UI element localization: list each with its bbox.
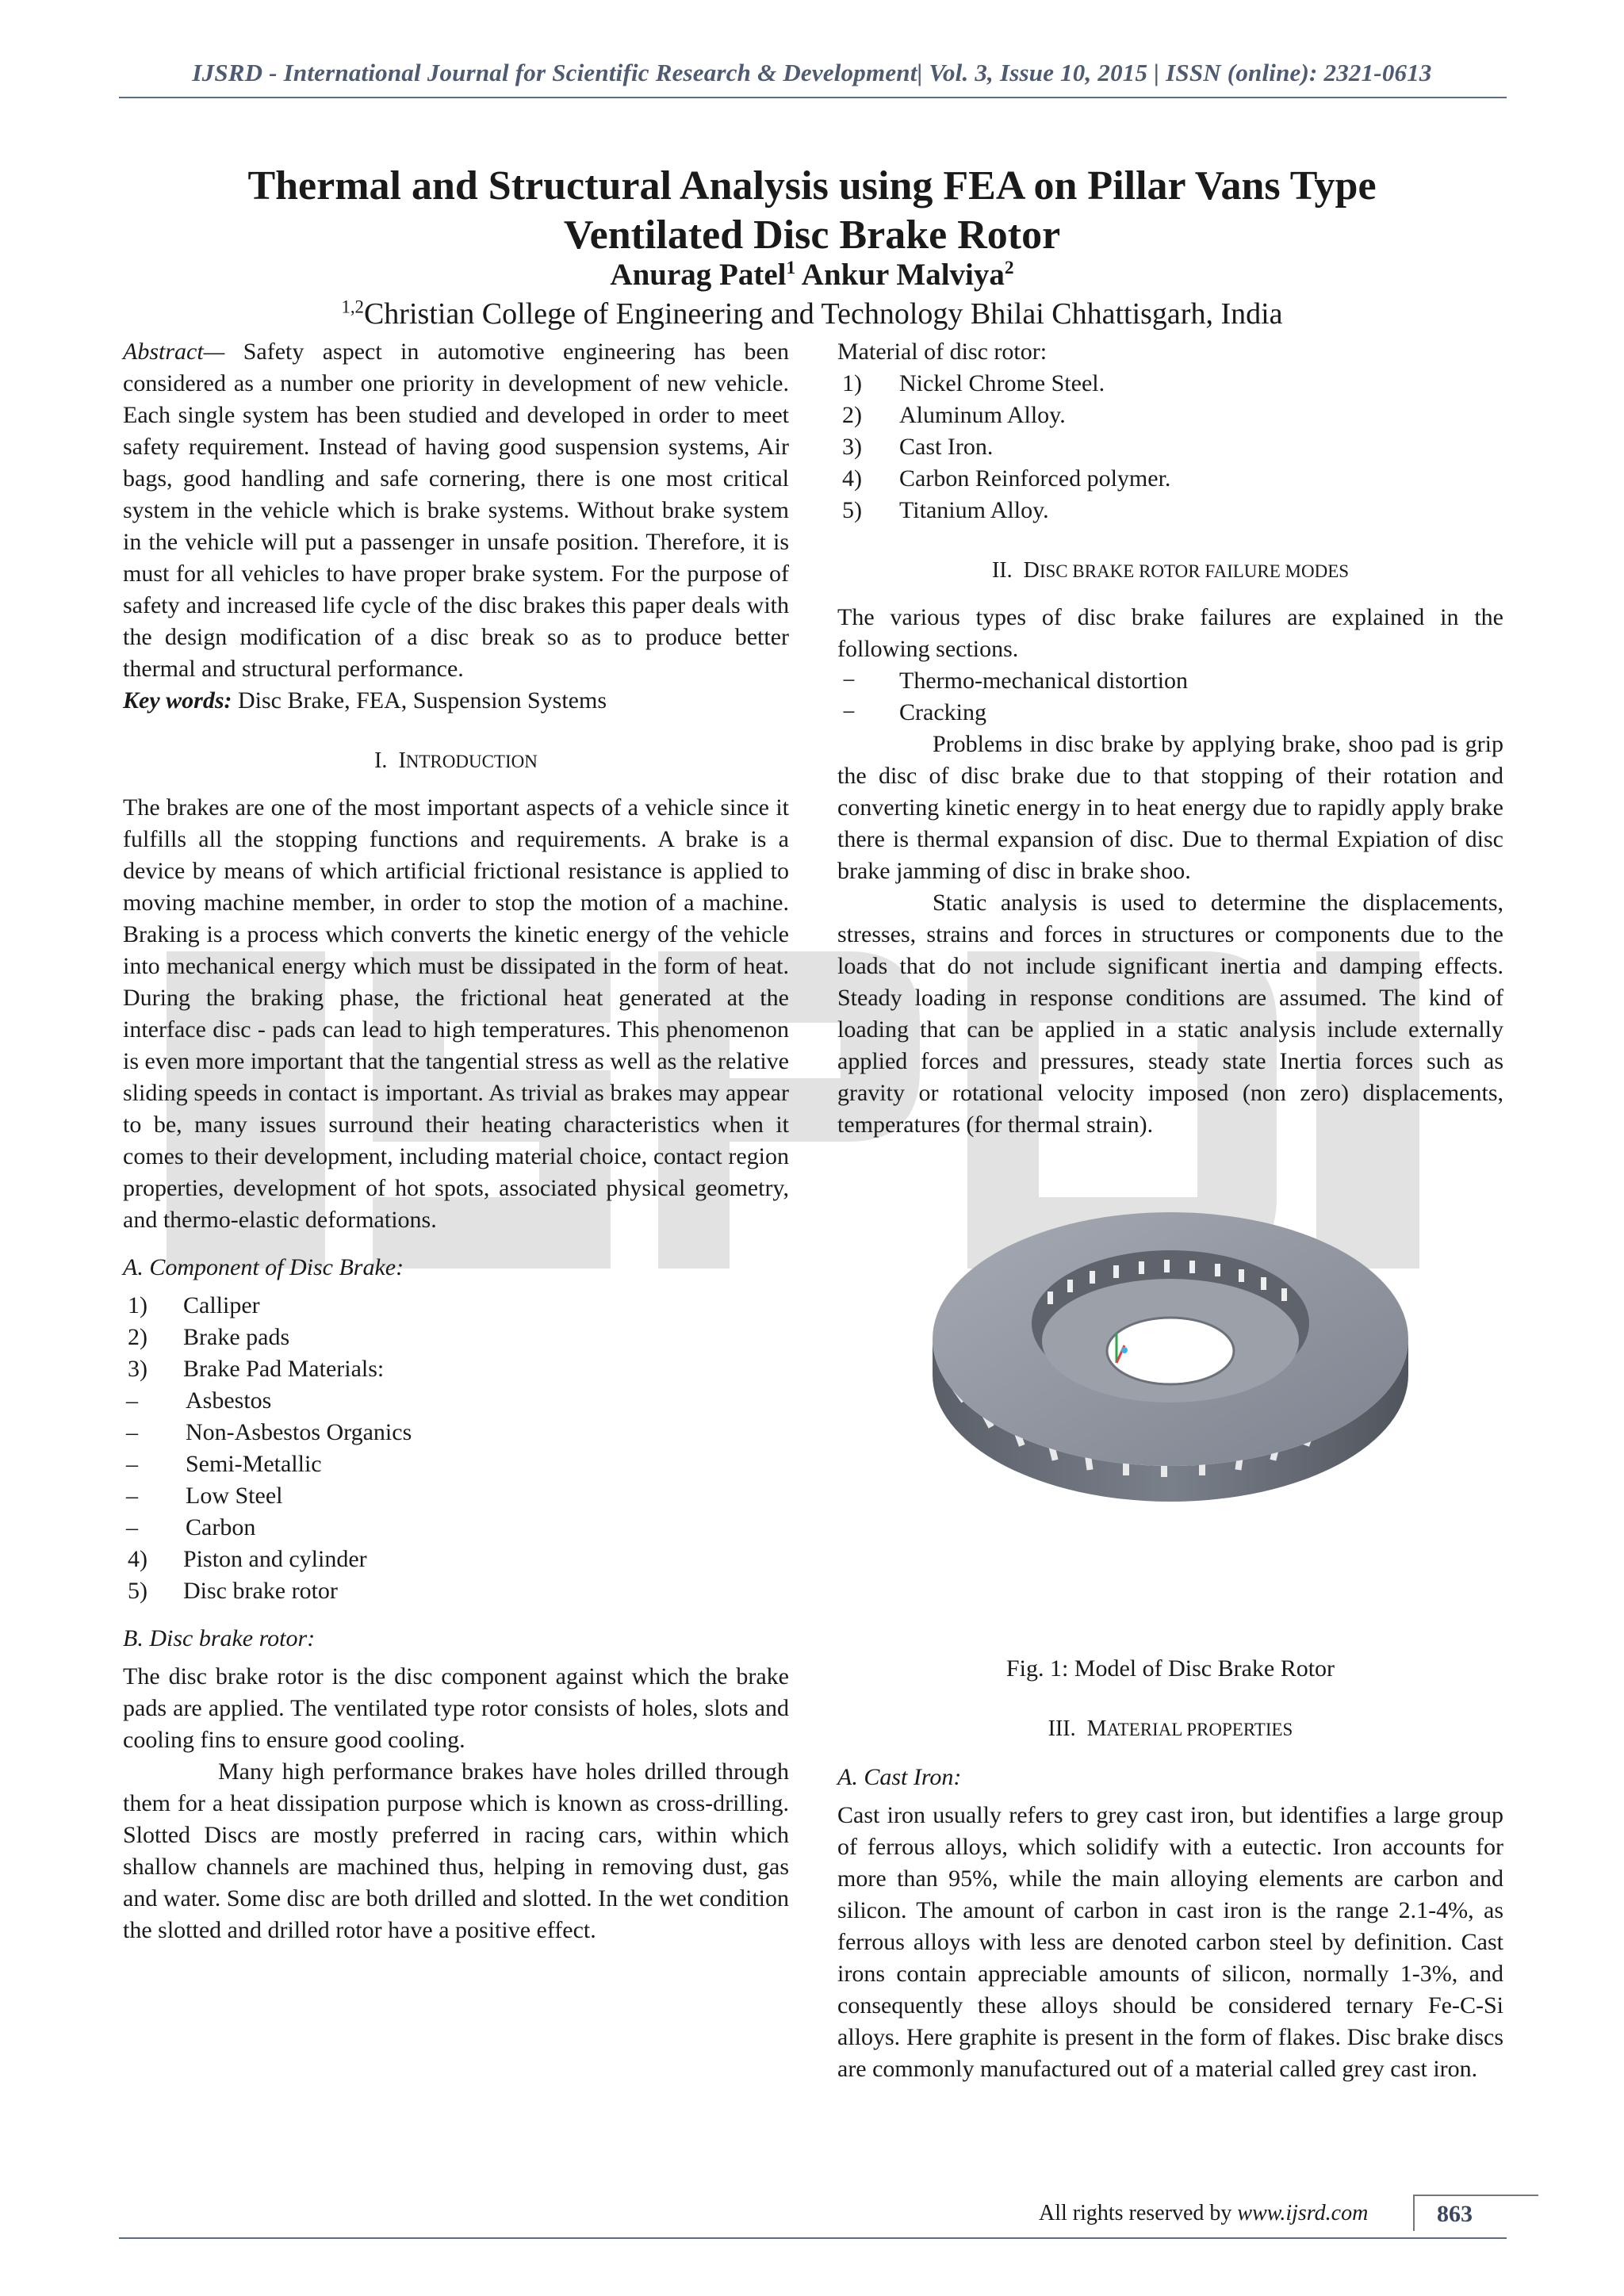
section-heading-material-properties (837, 1713, 1503, 1746)
list-text: Titanium Alloy. (899, 497, 1049, 523)
list-item (123, 1448, 789, 1480)
affiliation (0, 297, 1624, 331)
cast-iron-paragraph: Cast iron usually refers to grey cast iron, but identifies a large group of ferrous alloys, which solidify with a eutectic. Iron accounts for more than 95%, while the main alloying elements are carbon and silicon. The amount of carbon in cast iron is the range 2.1-4%, as ferrous alloys with less are denoted carbon steel by definition. Cast irons contain appreciable amounts of silicon, normally 1-3%, and consequently these alloys should be considered ternary Fe-C-Si alloys. Here graphite is present in the form of flakes. Disc brake discs are commonly manufactured out of a material called grey cast iron. (837, 1802, 1503, 2082)
paper-title (0, 162, 1624, 260)
list-item (123, 1353, 789, 1385)
list-dash: − (842, 668, 856, 694)
list-dash: – (126, 1483, 138, 1509)
author-2: Ankur Malviya (801, 258, 1005, 292)
section-initial: I (398, 748, 406, 773)
list-item (123, 1322, 789, 1353)
footer-site-link[interactable]: www.ijsrd.com (1237, 2201, 1369, 2225)
static-analysis-paragraph: Static analysis is used to determine the displacements, stresses, strains and forces in structures or components due to the loads that do not include significant inertia and damping effects. Steady loading in response conditions are assumed. The kind of loading that can be applied in a static analysis include externally applied forces and pressures, steady state Inertia forces such as gravity or rotational velocity imposed (non zero) displacements, temperatures (for thermal strain). (837, 890, 1503, 1138)
rotor-paragraph-1: The disc brake rotor is the disc component against which the brake pads are applied. The ventilated type rotor consists of holes, slots and cooling fins to ensure good cooling. (123, 1663, 789, 1753)
list-dash: – (126, 1514, 138, 1540)
list-marker: 4) (842, 465, 862, 492)
section-title-rest: NTRODUCTION (405, 752, 538, 771)
list-marker: 2) (128, 1324, 147, 1350)
list-marker: 1) (842, 370, 862, 396)
journal-header: IJSRD - International Journal for Scientific Research & Development| Vol. 3, Issue 10, 2015 | ISSN (online): 2321-0613 (192, 59, 1432, 86)
figure-caption: Fig. 1: Model of Disc Brake Rotor (1005, 1655, 1335, 1682)
list-text: Cracking (899, 699, 986, 725)
list-marker: 1) (128, 1292, 147, 1318)
list-marker: 5) (842, 497, 862, 523)
title-line-2: Ventilated Disc Brake Rotor (563, 212, 1061, 258)
section-heading-failure-modes (837, 555, 1503, 587)
abstract-label: Abstract— (123, 339, 225, 365)
list-item (123, 1480, 789, 1512)
affiliation-sup: 1,2 (341, 297, 364, 317)
list-text: Aluminum Alloy. (899, 402, 1066, 428)
header-rule (119, 97, 1507, 98)
material-list (837, 368, 1503, 526)
list-marker: 3) (842, 434, 862, 460)
introduction-paragraph: The brakes are one of the most important aspects of a vehicle since it fulfills all the stopping functions and requirements. A brake is a device by means of which artificial frictional resistance is applied to moving machine member, in order to stop the motion of a machine. Braking is a process which converts the kinetic energy of the vehicle into mechanical energy which must be dissipated in the form of heat. During the braking phase, the frictional heat generated at the interface disc - pads can lead to high temperatures. This phenomenon is even more important that the tangential stress as well as the relative sliding speeds in contact is important. As trivial as brakes may appear to be, many issues surround their heating characteristics when it comes to their development, including material choice, contact region properties, development of hot spots, associated physical geometry, and thermo-elastic deformations. (123, 794, 789, 1233)
problems-paragraph: Problems in disc brake by applying brake, shoo pad is grip the disc of disc brake due to that stopping of their rotation and converting kinetic energy in to heat energy due to rapidly apply brake there is thermal expansion of disc. Due to thermal Expiation of disc brake jamming of disc in brake shoo. (837, 731, 1503, 884)
list-item (123, 1417, 789, 1448)
material-title: Material of disc rotor: (837, 339, 1048, 365)
list-text: Semi-Metallic (186, 1451, 322, 1477)
section-number: III. (1048, 1716, 1076, 1741)
section-initial: D (1023, 558, 1040, 583)
section-number: II. (991, 558, 1013, 583)
list-item (837, 431, 1503, 463)
page-number: 863 (1437, 2201, 1473, 2227)
title-line-1: Thermal and Structural Analysis using FEA on Pillar Vans Type (247, 163, 1377, 209)
component-list (123, 1290, 789, 1607)
list-text: Brake pads (183, 1324, 290, 1350)
list-item (837, 697, 1503, 729)
list-item (837, 665, 1503, 697)
list-text: Carbon Reinforced polymer. (899, 465, 1171, 492)
list-dash: – (126, 1451, 138, 1477)
list-dash: − (842, 699, 856, 725)
list-item (123, 1544, 789, 1575)
disc-brake-rotor-model (837, 1204, 1503, 1648)
subsection-disc-brake-rotor: B. Disc brake rotor: (123, 1625, 316, 1651)
right-column (837, 336, 1503, 2085)
list-text: Disc brake rotor (183, 1578, 338, 1604)
footer-rights (1039, 2201, 1368, 2226)
failure-intro: The various types of disc brake failures are explained in the following sections. (837, 604, 1503, 662)
page-number-box (1413, 2195, 1538, 2231)
figure-disc-brake-rotor (837, 1204, 1503, 1648)
keywords-text: Disc Brake, FEA, Suspension Systems (232, 687, 607, 714)
left-column (123, 336, 789, 1946)
list-item (123, 1290, 789, 1322)
subsection-component-of-disc-brake: A. Component of Disc Brake: (123, 1254, 404, 1280)
list-item (123, 1512, 789, 1544)
list-item (837, 495, 1503, 526)
author-1: Anurag Patel (610, 258, 787, 292)
list-text: Carbon (186, 1514, 256, 1540)
list-marker: 4) (128, 1546, 147, 1572)
list-marker: 2) (842, 402, 862, 428)
list-item (123, 1385, 789, 1417)
list-dash: – (126, 1387, 138, 1414)
list-marker: 3) (128, 1356, 147, 1382)
abstract-text: Safety aspect in automotive engineering has been considered as a number one priority in development of new vehicle. Each single system has been studied and developed in order to meet safety requirement. Instead of having good suspension systems, Air bags, good handling and safe cornering, there is one most critical system in the vehicle which is brake systems. Without brake system in the vehicle will put a passenger in unsafe position. Therefore, it is must for all vehicles to have proper brake system. For the purpose of safety and increased life cycle of the disc brakes this paper deals with the design modification of a disc break so as to produce better thermal and structural performance. (123, 339, 789, 682)
keywords (123, 685, 789, 717)
list-text: Piston and cylinder (183, 1546, 367, 1572)
list-dash: – (126, 1419, 138, 1445)
section-initial: M (1086, 1716, 1107, 1741)
footer-prefix: All rights reserved by (1039, 2201, 1238, 2225)
list-text: Asbestos (186, 1387, 272, 1414)
list-text: Low Steel (186, 1483, 283, 1509)
footer-rule (119, 2237, 1507, 2239)
list-item (837, 368, 1503, 400)
list-item (123, 1575, 789, 1607)
list-item (837, 400, 1503, 431)
list-text: Non-Asbestos Organics (186, 1419, 412, 1445)
authors (0, 257, 1624, 293)
abstract (123, 336, 789, 685)
list-text: Cast Iron. (899, 434, 994, 460)
section-number: I. (374, 748, 388, 773)
list-text: Thermo-mechanical distortion (899, 668, 1189, 694)
section-title-rest: ISC BRAKE ROTOR FAILURE MODES (1039, 561, 1350, 581)
subsection-cast-iron: A. Cast Iron: (837, 1764, 962, 1790)
affiliation-text: Christian College of Engineering and Technology Bhilai Chhattisgarh, India (363, 297, 1283, 331)
section-title-rest: ATERIAL PROPERTIES (1106, 1720, 1293, 1739)
keywords-label: Key words: (123, 687, 232, 714)
list-item (837, 463, 1503, 495)
author-2-sup: 2 (1004, 258, 1014, 278)
list-marker: 5) (128, 1578, 147, 1604)
author-1-sup: 1 (786, 258, 796, 278)
rotor-paragraph-2: Many high performance brakes have holes drilled through them for a heat dissipation purpose which is known as cross-drilling. Slotted Discs are mostly preferred in racing cars, within which shallow channels are machined thus, helping in removing dust, gas and water. Some disc are both drilled and slotted. In the wet condition the slotted and drilled rotor have a positive effect. (123, 1758, 789, 1943)
list-text: Nickel Chrome Steel. (899, 370, 1105, 396)
list-text: Calliper (183, 1292, 260, 1318)
list-text: Brake Pad Materials: (183, 1356, 385, 1382)
section-heading-introduction (123, 745, 789, 778)
